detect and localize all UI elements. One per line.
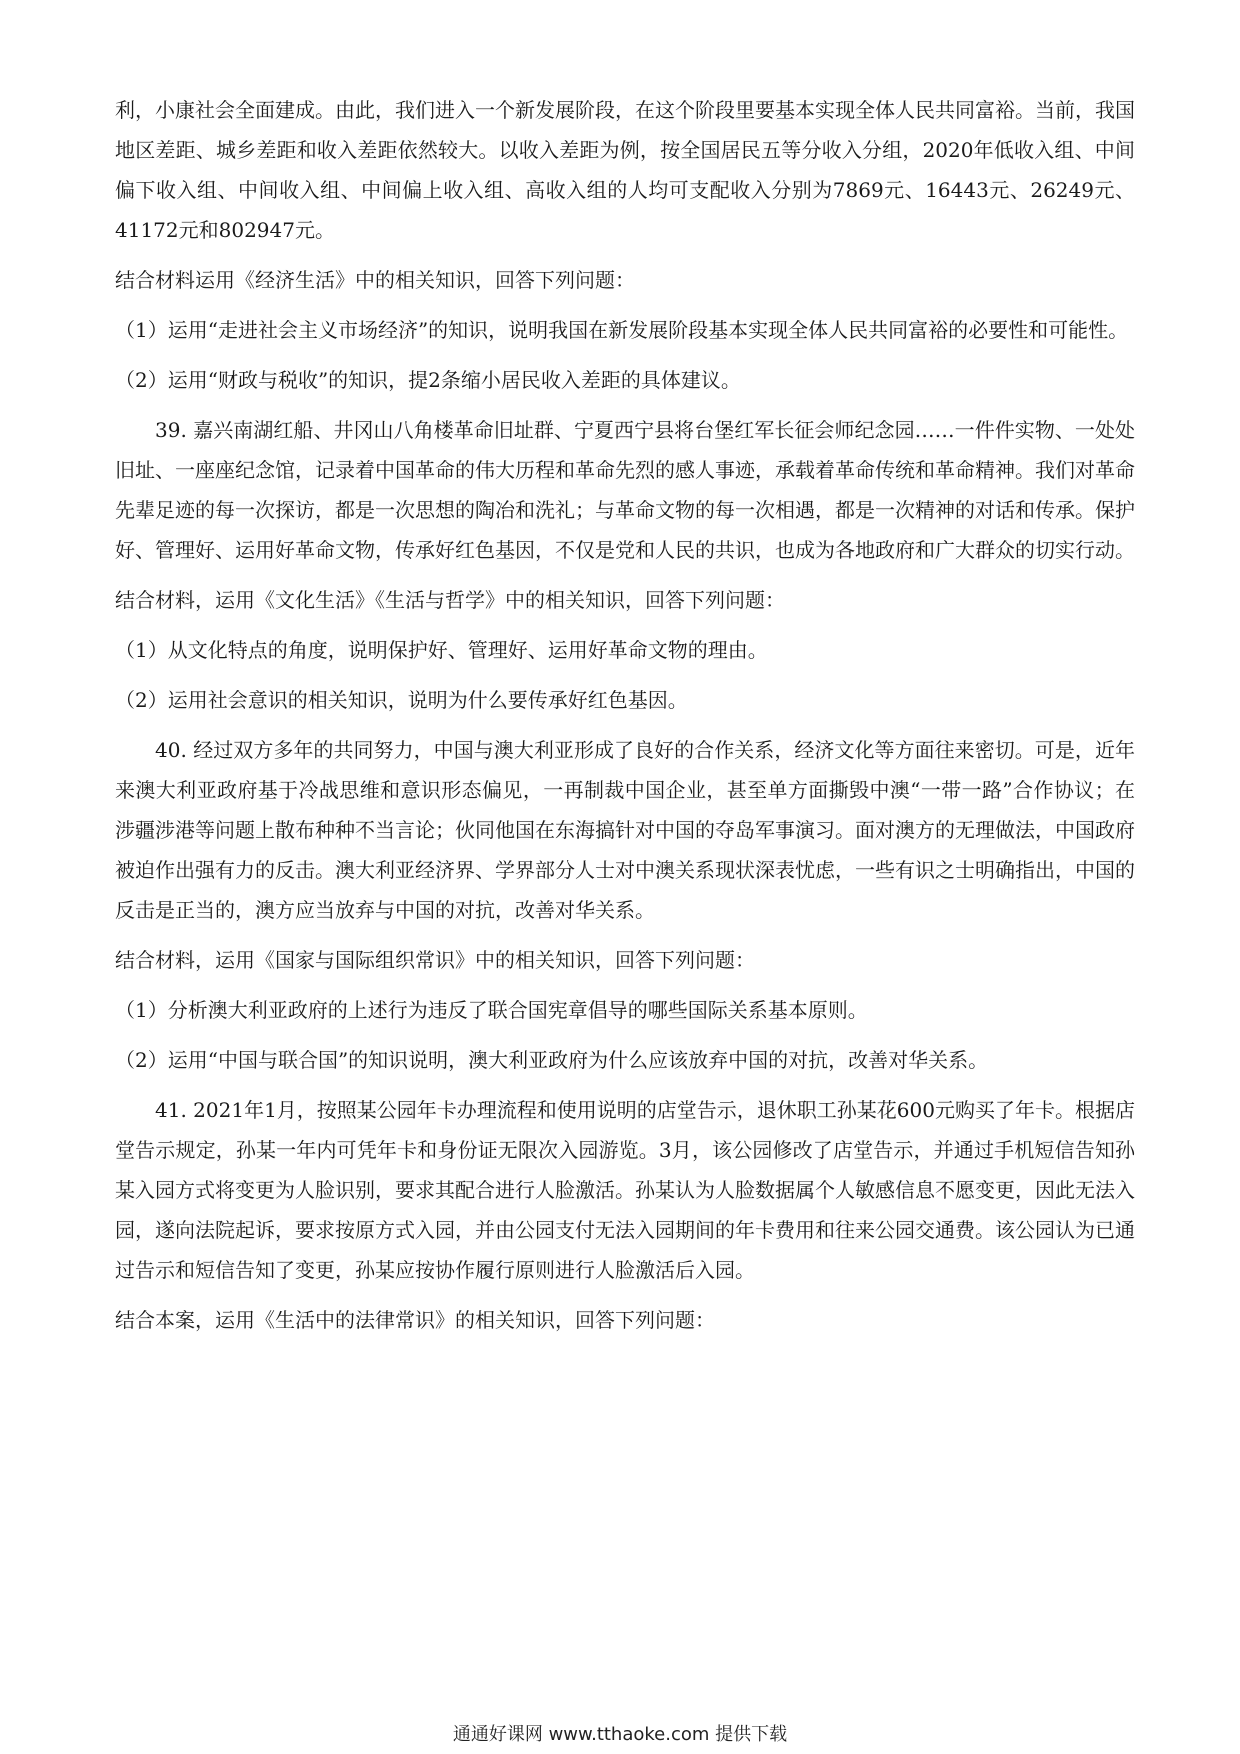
q41-prompt: 结合本案，运用《生活中的法律常识》的相关知识，回答下列问题： bbox=[115, 1308, 715, 1332]
footer-source-text: 通通好课网 www.tthaoke.com 提供下载 bbox=[452, 1724, 788, 1745]
q38-subquestion-1: （1）运用“走进社会主义市场经济”的知识，说明我国在新发展阶段基本实现全体人民共同富裕的必要性和可能性。 bbox=[115, 318, 1129, 342]
q38-material-continued: 利，小康社会全面建成。由此，我们进入一个新发展阶段，在这个阶段里要基本实现全体人民共同富裕。当前，我国地区差距、城乡差距和收入差距依然较大。以收入差距为例，按全国居民五等分收入分组，2020年低收入组、中间偏下收入组、中间收入组、中间偏上收入组、高收入组的人均可支配收入分别为7869元、16443元、26249元、41172元和802947元。 bbox=[115, 98, 1135, 242]
q40-subquestion-2: （2）运用“中国与联合国”的知识说明，澳大利亚政府为什么应该放弃中国的对抗，改善对华关系。 bbox=[115, 1048, 989, 1072]
q40-prompt: 结合材料，运用《国家与国际组织常识》中的相关知识，回答下列问题： bbox=[115, 948, 755, 972]
q40-material: 40. 经过双方多年的共同努力，中国与澳大利亚形成了良好的合作关系，经济文化等方面往来密切。可是，近年来澳大利亚政府基于冷战思维和意识形态偏见，一再制裁中国企业，甚至单方面撕毁中澳“一带一路”合作协议；在涉疆涉港等问题上散布种种不当言论；伙同他国在东海搞针对中国的夺岛军事演习。面对澳方的无理做法，中国政府被迫作出强有力的反击。澳大利亚经济界、学界部分人士对中澳关系现状深表忧虑，一些有识之士明确指出，中国的反击是正当的，澳方应当放弃与中国的对抗，改善对华关系。 bbox=[115, 738, 1135, 922]
q38-prompt: 结合材料运用《经济生活》中的相关知识，回答下列问题： bbox=[115, 268, 635, 292]
q40-subquestion-1: （1）分析澳大利亚政府的上述行为违反了联合国宪章倡导的哪些国际关系基本原则。 bbox=[115, 998, 868, 1022]
q39-subquestion-1: （1）从文化特点的角度，说明保护好、管理好、运用好革命文物的理由。 bbox=[115, 638, 768, 662]
q39-material: 39. 嘉兴南湖红船、井冈山八角楼革命旧址群、宁夏西宁县将台堡红军长征会师纪念园……一件件实物、一处处旧址、一座座纪念馆，记录着中国革命的伟大历程和革命先烈的感人事迹，承载着革命传统和革命精神。我们对革命先辈足迹的每一次探访，都是一次思想的陶冶和洗礼；与革命文物的每一次相遇，都是一次精神的对话和传承。保护好、管理好、运用好革命文物，传承好红色基因，不仅是党和人民的共识，也成为各地政府和广大群众的切实行动。 bbox=[115, 418, 1135, 562]
q38-subquestion-2: （2）运用“财政与税收”的知识，提2条缩小居民收入差距的具体建议。 bbox=[115, 368, 741, 392]
q41-material: 41. 2021年1月，按照某公园年卡办理流程和使用说明的店堂告示，退休职工孙某花600元购买了年卡。根据店堂告示规定，孙某一年内可凭年卡和身份证无限次入园游览。3月，该公园修改了店堂告示，并通过手机短信告知孙某入园方式将变更为人脸识别，要求其配合进行人脸激活。孙某认为人脸数据属个人敏感信息不愿变更，因此无法入园，遂向法院起诉，要求按原方式入园，并由公园支付无法入园期间的年卡费用和往来公园交通费。该公园认为已通过告示和短信告知了变更，孙某应按协作履行原则进行人脸激活后入园。 bbox=[115, 1098, 1135, 1282]
document-body bbox=[115, 90, 1135, 1350]
q39-subquestion-2: （2）运用社会意识的相关知识，说明为什么要传承好红色基因。 bbox=[115, 688, 688, 712]
q39-prompt: 结合材料，运用《文化生活》《生活与哲学》中的相关知识，回答下列问题： bbox=[115, 588, 785, 612]
